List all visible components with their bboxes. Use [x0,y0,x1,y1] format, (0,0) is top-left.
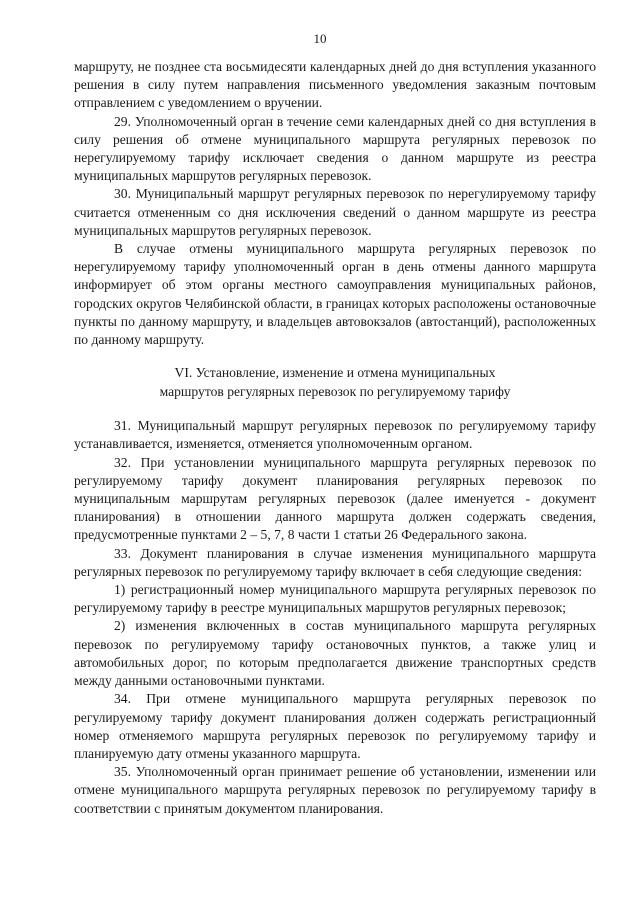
paragraph-33-item-2: 2) изменения включенных в состав муниципального маршрута регулярных перевозок по регулируемому тарифу остановочных пунктов, а также улиц и автомобильных дорог, по которым предполагается движение транспортных средств между данными остановочными пунктами. [74,618,596,689]
paragraph-continuation: маршруту, не позднее ста восьмидесяти календарных дней до дня вступления указанного решения в силу путем направления письменного уведомления заказным почтовым отправлением с уведомлением о вручении. [74,59,596,111]
section-heading [74,364,596,401]
section-heading-line-1: VI. Установление, изменение и отмена муниципальных [174,365,496,381]
paragraph-35: 35. Уполномоченный орган принимает решение об установлении, изменении или отмене муниципального маршрута регулярных перевозок по регулируемому тарифу в соответствии с принятым документом планирования. [74,764,596,816]
section-heading-line-2: маршрутов регулярных перевозок по регулируемому тарифу [159,383,511,399]
paragraph-29: 29. Уполномоченный орган в течение семи календарных дней со дня вступления в силу решения об отмене муниципального маршрута регулярных перевозок по нерегулируемому тарифу исключает сведения о данном маршруте из реестра муниципальных маршрутов регулярных перевозок. [74,113,596,184]
paragraph-34: 34. При отмене муниципального маршрута регулярных перевозок по регулируемому тарифу документ планирования должен содержать регистрационный номер отменяемого маршрута регулярных перевозок по регулируемому тарифу и планируемую дату отмены указанного маршрута. [74,691,596,761]
paragraph-33-item-1: 1) регистрационный номер муниципального маршрута регулярных перевозок по регулируемому тарифу в реестре муниципальных маршрутов регулярных перевозок; [74,582,596,616]
paragraph-33: 33. Документ планирования в случае изменения муниципального маршрута регулярных перевозок по регулируемому тарифу включает в себя следующие сведения: [74,545,596,579]
page-number: 10 [313,31,327,46]
paragraph-32: 32. При установлении муниципального маршрута регулярных перевозок по регулируемому тарифу документ планирования регулярных перевозок по муниципальным маршрутам регулярных перевозок (далее именуется - документ планирования) в отношении данного маршрута должен содержать сведения, предусмотренные пунктами 2 – 5, 7, 8 части 1 статьи 26 Федерального закона. [74,454,596,543]
paragraph-30: 30. Муниципальный маршрут регулярных перевозок по нерегулируемому тарифу считается отмененным со дня исключения сведений о данном маршруте из реестра муниципальных маршрутов регулярных перевозок. [74,186,596,238]
document-body [74,58,596,818]
paragraph-cancellation-notice: В случае отмены муниципального маршрута регулярных перевозок по нерегулируемому тарифу уполномоченный орган в день отмены данного маршрута информирует об этом органы местного самоуправления муниципальных районов, городских округов Челябинской области, в границах которых расположены остановочные пункты по данному маршруту, и владельцев автовокзалов (автостанций), расположенных по данному маршруту. [74,241,596,348]
paragraph-31: 31. Муниципальный маршрут регулярных перевозок по регулируемому тарифу устанавливается, изменяется, отменяется уполномоченным органом. [74,418,596,452]
